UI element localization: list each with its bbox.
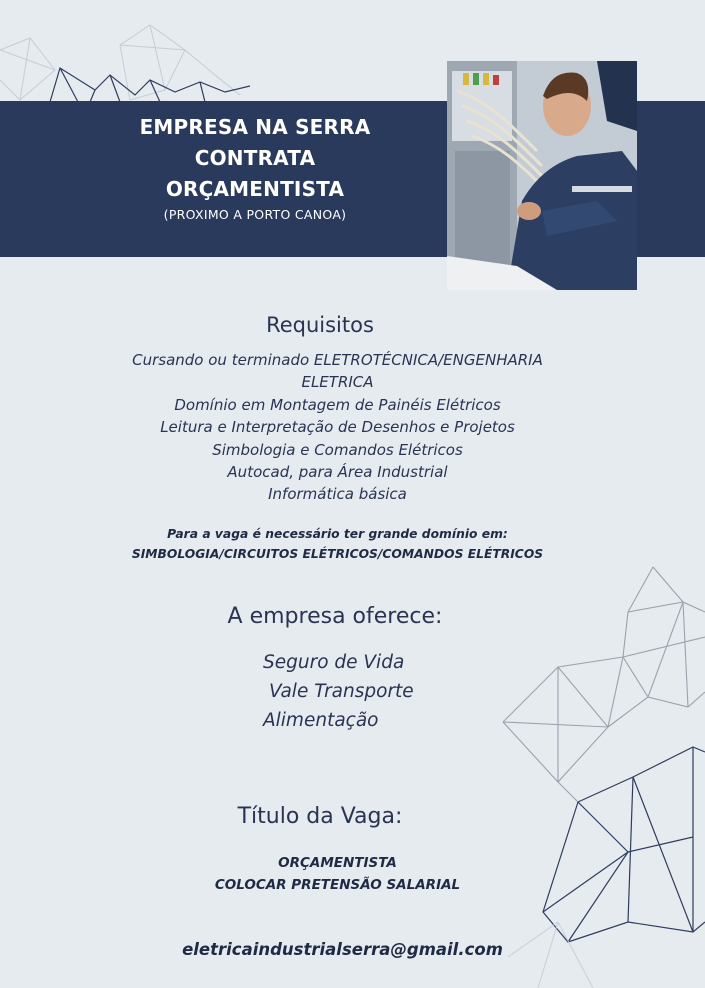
requirements-note <box>0 524 675 564</box>
requirements-title: Requisitos <box>266 313 374 337</box>
benefit-item-meals: Alimentação <box>263 710 379 731</box>
header-subtitle: (PROXIMO A PORTO CANOA) <box>163 207 347 222</box>
header-text <box>100 112 410 222</box>
list-item: Leitura e Interpretação de Desenhos e Projetos <box>160 418 515 437</box>
list-item: Simbologia e Comandos Elétricos <box>212 440 463 459</box>
contact-email[interactable]: eletricaindustrialserra@gmail.com <box>182 940 503 959</box>
job-details <box>0 852 675 896</box>
benefit-item-life-insurance: Seguro de Vida <box>263 652 405 673</box>
header-title-line-3: ORÇAMENTISTA <box>165 177 345 201</box>
header-title-line-2: CONTRATA <box>194 146 316 170</box>
list-item: Domínio em Montagem de Painéis Elétricos <box>174 395 501 414</box>
list-item: Informática básica <box>268 485 407 504</box>
job-title-heading: Título da Vaga: <box>237 804 403 829</box>
list-item: Autocad, para Área Industrial <box>227 463 448 482</box>
header-title-line-1: EMPRESA NA SERRA <box>139 115 371 139</box>
list-item: Cursando ou terminado ELETROTÉCNICA/ENGENHARIA <box>132 351 543 369</box>
benefit-item-transport: Vale Transporte <box>269 681 414 702</box>
requirements-list <box>0 349 675 506</box>
salary-instruction: COLOCAR PRETENSÃO SALARIAL <box>214 877 461 893</box>
job-name: ORÇAMENTISTA <box>278 855 397 871</box>
note-line-2: SIMBOLOGIA/CIRCUITOS ELÉTRICOS/COMANDOS ELÉTRICOS <box>131 547 544 561</box>
benefits-title: A empresa oferece: <box>227 604 443 629</box>
note-line-1: Para a vaga é necessário ter grande domínio em: <box>167 527 508 541</box>
list-item: ELETRICA <box>301 373 374 392</box>
electrician-photo <box>447 61 637 290</box>
polygon-mesh-decoration-top <box>0 20 270 105</box>
